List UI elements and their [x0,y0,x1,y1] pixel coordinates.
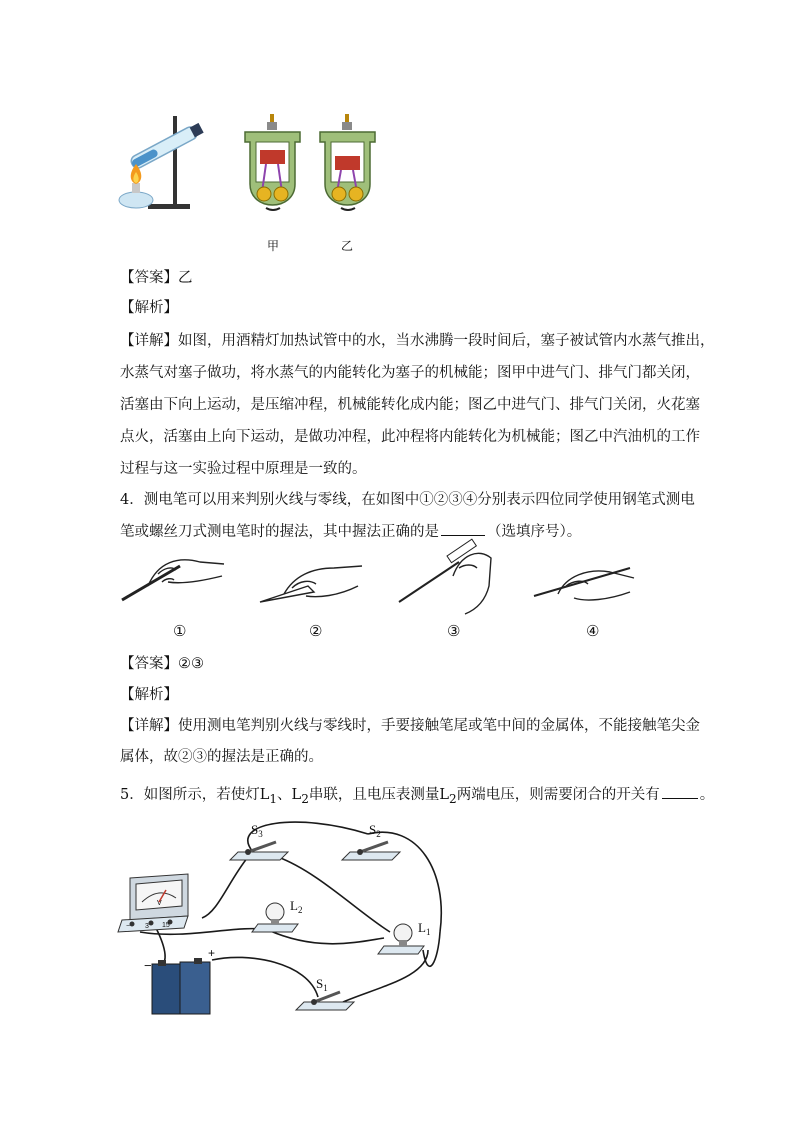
q3-detail-line-3: 活塞由下向上运动，是压缩冲程，机械能转化成内能；图乙中进气门、排气门关闭，火花塞 [120,397,700,413]
label-battery-minus: − [144,958,152,973]
stem-text-end: （选填序号）。 [487,524,582,540]
label-s3-sub: 3 [258,829,263,839]
answer-label: 【答案】 [120,270,178,286]
stem-text: 5．如图所示，若使灯L [120,787,270,803]
label-s1 [316,976,328,993]
q4-stem-line-2 [120,521,581,542]
option-label-3: ③ [447,622,461,640]
label-l1 [418,920,430,937]
label-terminal-3: 3 [145,923,149,930]
circuit-diagram [118,812,458,1022]
q3-detail-line-1 [120,331,715,351]
label-l1-text: L [418,920,426,935]
detail-text: 如图，用酒精灯加热试管中的水，当水沸腾一段时间后，塞子被试管内水蒸气推出， [178,333,715,349]
subscript: 2 [449,791,457,806]
stem-text-end: 。 [699,787,715,803]
detail-label: 【详解】 [120,333,178,349]
engine-diagram-yi [315,112,385,222]
q3-detail-line-2: 水蒸气对塞子做功，将水蒸气的内能转化为塞子的机械能；图甲中进气门、排气门都关闭， [120,365,700,381]
q3-answer [120,268,193,288]
engine-diagram-jia [240,112,310,222]
subscript: 1 [269,791,278,806]
label-s2 [369,822,381,839]
subscript: 2 [301,791,309,806]
switch-s2 [342,842,400,860]
switch-s3 [230,842,288,860]
pen-grip-4-figure [530,560,640,615]
q3-analysis-label: 【解析】 [120,300,178,316]
label-s2-text: S [369,822,377,837]
q5-stem [120,784,714,809]
label-meter-v: V [157,900,162,907]
figure-caption-jia: 甲 [267,239,280,253]
answer-label: 【答案】 [120,656,178,672]
pen-grip-1-figure [118,552,228,607]
figure-caption-yi: 乙 [341,239,354,253]
q4-answer [120,654,204,674]
q3-detail-line-4: 点火，活塞由上向下运动，是做功冲程，此冲程将内能转化为机械能；图乙中汽油机的工作 [120,429,700,445]
label-s2-sub: 2 [376,829,381,839]
stem-text: 串联，且电压表测量L [308,787,450,803]
pen-grip-3-figure [395,546,505,616]
answer-value: 乙 [178,270,193,286]
detail-text: 使用测电笔判别火线与零线时，手要接触笔尾或笔中间的金属体，不能接触笔尖金 [178,718,700,734]
detail-label: 【详解】 [120,718,178,734]
label-s1-sub: 1 [323,983,328,993]
label-l2-sub: 2 [297,905,303,915]
label-battery-plus: + [208,946,216,960]
answer-blank [441,521,485,536]
label-l1-sub: 1 [425,927,431,937]
stem-text: 、L [277,787,302,803]
label-s3 [251,822,263,839]
label-l2-text: L [290,898,298,913]
q4-analysis-label: 【解析】 [120,687,178,703]
label-s1-text: S [316,976,324,991]
heating-apparatus-figure [118,108,218,218]
option-label-4: ④ [586,622,600,640]
label-l2 [290,898,302,915]
q4-detail-line-1 [120,716,700,736]
answer-value: ②③ [178,656,204,672]
label-terminal-minus: − [126,923,131,930]
battery [152,958,210,1014]
q4-stem-line-1: 4．测电笔可以用来判别火线与零线，在如图中①②③④分别表示四位同学使用钢笔式测电 [120,492,695,508]
answer-blank [662,784,698,799]
option-label-2: ② [309,622,323,640]
label-terminal-15: 15 [162,922,170,929]
stem-text: 两端电压，则需要闭合的开关有 [456,787,660,803]
q4-detail-line-2: 属体，故②③的握法是正确的。 [120,749,323,765]
q3-detail-line-5: 过程与这一实验过程中原理是一致的。 [120,461,367,477]
option-label-1: ① [173,622,187,640]
label-s3-text: S [251,822,259,837]
stem-text: 笔或螺丝刀式测电笔时的握法，其中握法正确的是 [120,524,439,540]
pen-grip-2-figure [258,556,368,611]
